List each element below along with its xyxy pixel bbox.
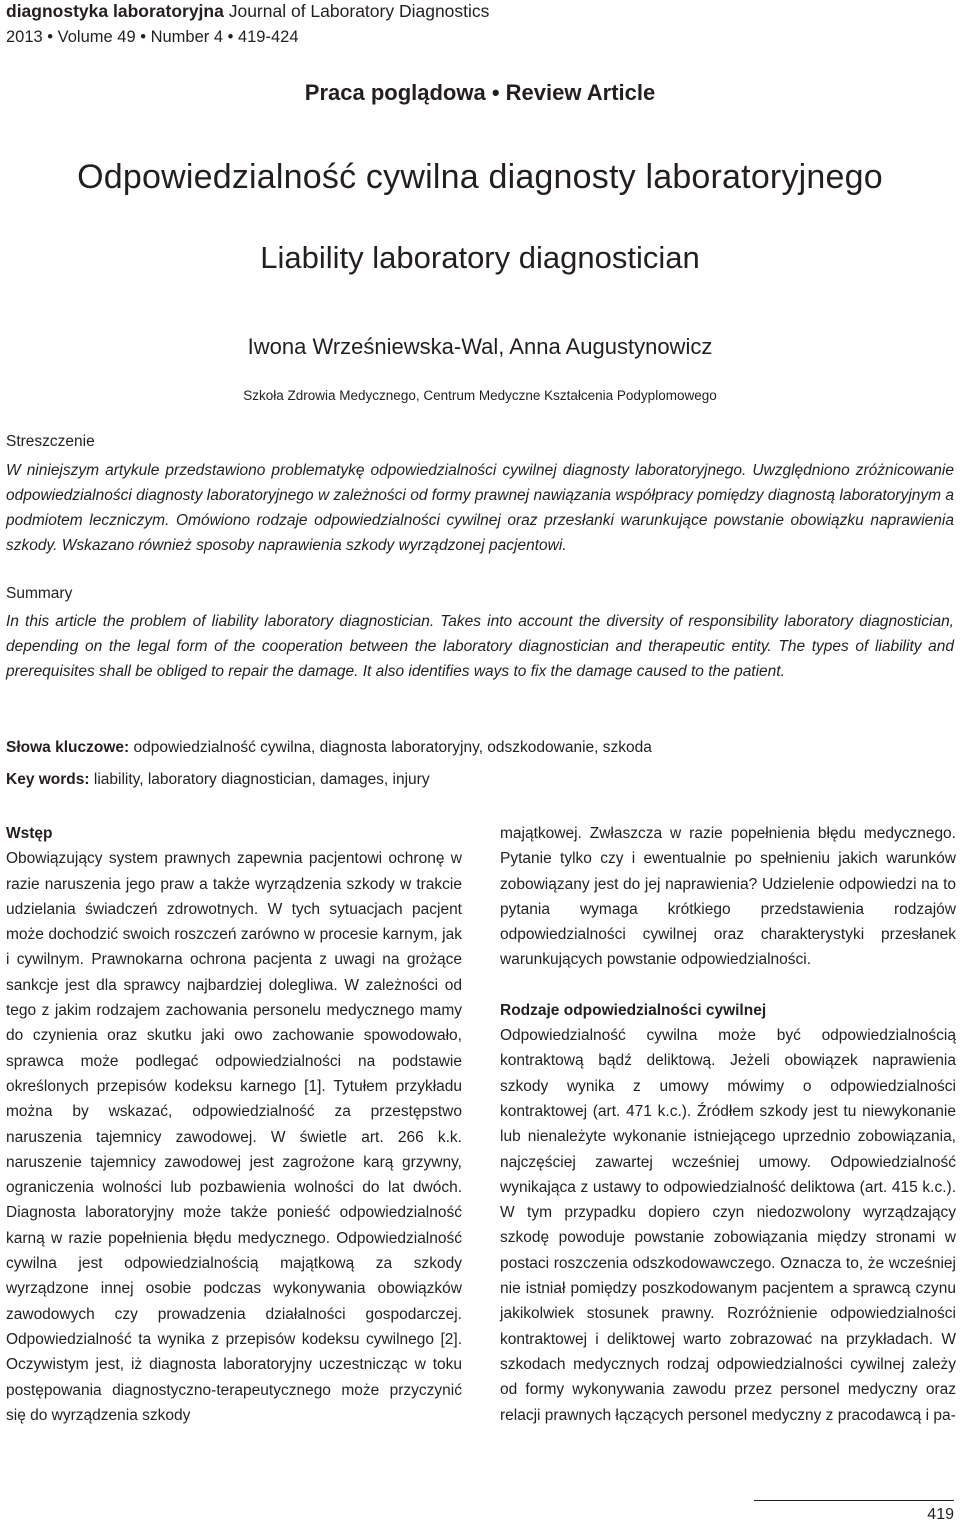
keywords-en-label: Key words: xyxy=(6,771,90,788)
intro-paragraph: Obowiązujący system prawnych zapewnia pacjentowi ochronę w razie naruszenia jego praw a także wyrządzenia szkody w trakcie udzielania świadczeń zdrowotnych. W tych sytuacjach pacjent może dochodzić swoich roszczeń zarówno w procesie karnym, jak i cywilnym. Prawnokarna ochrona pacjenta z uwagi na grożące sankcje jest dla sprawcy najbardziej dolegliwa. W zależności od tego z jakim rodzajem zachowania personelu medycznego mamy do czynienia oraz skutku jaki owo zachowanie spowodowało, sprawca może podlegać odpowiedzialności na podstawie określonych przepisów kodeksu karnego [1]. Tytułem przykładu można by wskazać, odpowiedzialność za przestępstwo naruszenia tajemnicy zawodowej. W świetle art. 266 k.k. naruszenie tajemnicy zawodowej jest zagrożone karą grzywny, ograniczenia wolności lub pozbawienia wolności do lat dwóch. Diagnosta laboratoryjny może także ponieść odpowiedzialność karną w razie popełnienia błędu medycznego. Odpowiedzialność cywilna jest odpowiedzialnością majątkową za szkody wyrządzone innej osobie podczas wykonywania obowiązków zawodowych czy prowadzenia działalności gospodarczej. Odpowiedzialność ta wynika z przepisów kodeksu cywilnego [2]. Oczywistym jest, iż diagnosta laboratoryjny uczestnicząc w toku postępowania diagnostyczno-terapeutycznego może przyczynić się do wyrządzenia szkody xyxy=(6,850,462,1424)
abstract-en-text: In this article the problem of liability laboratory diagnostician. Takes into account the diversity of responsibility laboratory diagnostician, depending on the legal form of the cooperation between the laboratory diagnostician and therapeutic entity. The types of liability and prerequisites shall be obliged to repair the damage. It also identifies ways to fix the damage caused to the patient. xyxy=(6,613,954,680)
article-title-pl: Odpowiedzialność cywilna diagnosty laboratoryjnego xyxy=(77,158,883,196)
section-heading-intro: Wstęp xyxy=(6,825,53,842)
journal-issue: 2013 • Volume 49 • Number 4 • 419-424 xyxy=(6,28,299,46)
body-column-left xyxy=(6,821,462,1428)
journal-name-en: Journal of Laboratory Diagnostics xyxy=(228,1,490,21)
section-heading-liability-types: Rodzaje odpowiedzialności cywilnej xyxy=(500,1001,767,1019)
journal-name xyxy=(6,1,489,22)
keywords-en xyxy=(6,771,430,789)
abstract-pl-text: W niniejszym artykule przedstawiono problematykę odpowiedzialności cywilnej diagnosty laboratoryjnego. Uwzględniono zróżnicowanie odpowiedzialności diagnosty laboratoryjnego w zależności od formy prawnej nawiązania współpracy pomiędzy diagnostą laboratoryjnym a podmiotem leczniczym. Omówiono rodzaje odpowiedzialności cywilnej oraz przesłanki warunkujące powstanie obowiązku naprawienia szkody. Wskazano również sposoby naprawienia szkody wyrządzonej pacjentowi. xyxy=(6,462,954,554)
journal-name-pl: diagnostyka laboratoryjna xyxy=(6,1,224,21)
article-title-en: Liability laboratory diagnostician xyxy=(260,240,700,275)
intro-paragraph-continued: majątkowej. Zwłaszcza w razie popełnienia błędu medycznego. Pytanie tylko czy i ewentualnie po spełnieniu jakich warunków zobowiązany jest do jej naprawienia? Udzielenie odpowiedzi na to pytania wymaga krótkiego przedstawienia rodzajów odpowiedzialności cywilnej oraz charakterystyki przesłanek warunkujących powstanie odpowiedzialności. xyxy=(500,825,956,969)
article-authors: Iwona Wrześniewska-Wal, Anna Augustynowicz xyxy=(247,334,713,359)
keywords-pl-label: Słowa kluczowe: xyxy=(6,739,130,756)
abstract-pl-heading: Streszczenie xyxy=(6,433,95,450)
footer-rule xyxy=(754,1500,954,1501)
author-affiliation: Szkoła Zdrowia Medycznego, Centrum Medyczne Kształcenia Podyplomowego xyxy=(243,388,717,403)
body-column-right xyxy=(500,821,956,1428)
liability-types-paragraph: Odpowiedzialność cywilna może być odpowiedzialnością kontraktową bądź deliktową. Jeżeli obowiązek naprawienia szkody wynika z umowy mówimy o odpowiedzialności kontraktowej (art. 471 k.c.). Źródłem szkody jest tu niewykonanie lub nienależyte wykonanie istniejącego uprzednio zobowiązania, najczęściej zawartej wcześniej umowy. Odpowiedzialność wynikająca z ustawy to odpowiedzialność deliktowa (art. 415 k.c.). W tym przypadku dopiero czyn niedozwolony wyrządzający szkodę powoduje powstanie zobowiązania między stronami w postaci roszczenia odszkodowawczego. Oznacza to, że wcześniej nie istniał pomiędzy poszkodowanym pacjentem a sprawcą czynu jakikolwiek stosunek prawny. Rozróżnienie odpowiedzialności kontraktowej i deliktowej warto zobrazować na przykładach. W szkodach medycznych rodzaj odpowiedzialności cywilnej zależy od formy wykonywania zawodu przez personel medyczny oraz relacji prawnych łączących personel medyczny z pracodawcą i pa- xyxy=(500,1027,956,1424)
keywords-pl-text: odpowiedzialność cywilna, diagnosta laboratoryjny, odszkodowanie, szkoda xyxy=(129,739,652,756)
page-number: 419 xyxy=(927,1506,954,1523)
article-type: Praca poglądowa • Review Article xyxy=(304,80,656,105)
keywords-pl xyxy=(6,739,652,757)
keywords-en-text: liability, laboratory diagnostician, damages, injury xyxy=(89,771,430,788)
abstract-en-heading: Summary xyxy=(6,585,73,602)
